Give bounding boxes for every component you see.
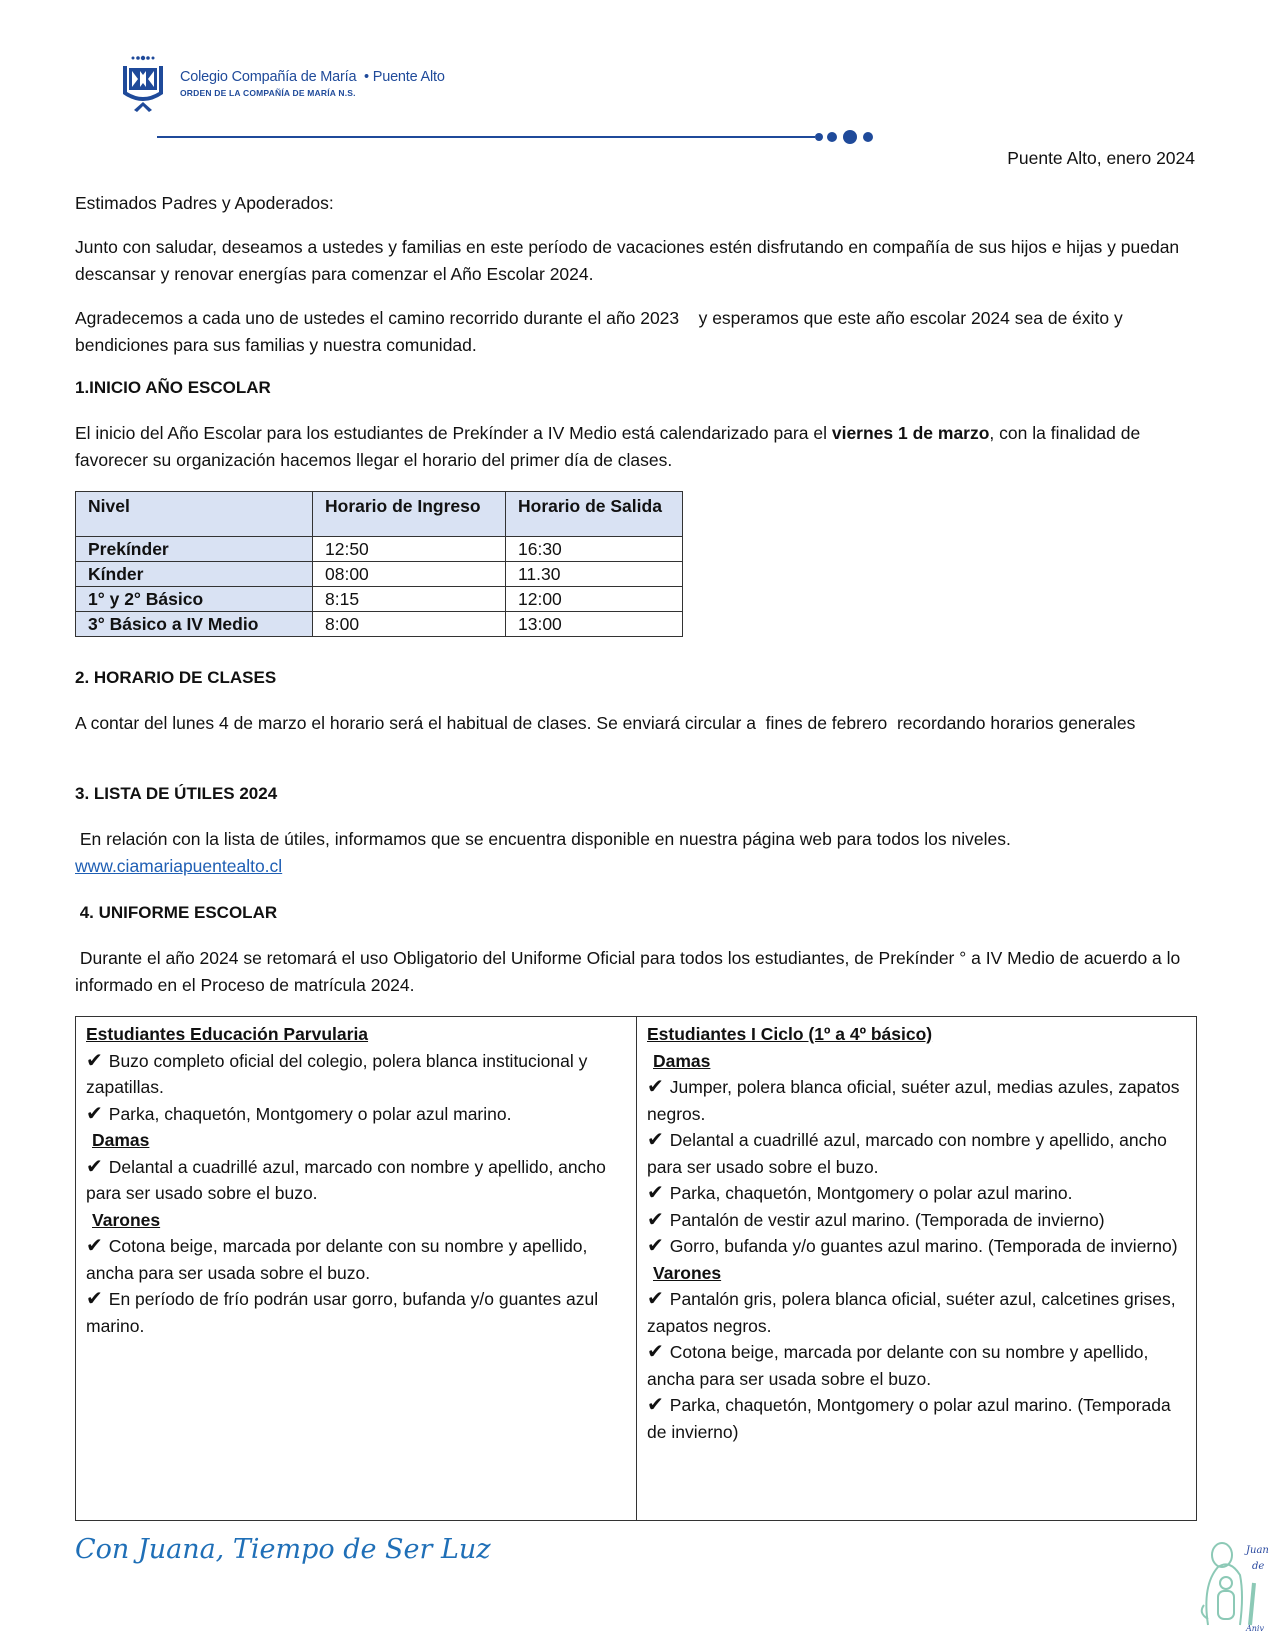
horario-paragraph: A contar del lunes 4 de marzo el horario será el habitual de clases. Se enviará circular a fines de febrero recordando horarios generales [75, 713, 1136, 733]
uniform-item [86, 1048, 626, 1101]
check-icon: ✔ [647, 1076, 664, 1098]
section-heading-inicio: 1.INICIO AÑO ESCOLAR [75, 378, 271, 397]
school-name: Colegio Compañía de María [180, 69, 357, 85]
level-cell: 1° y 2° Básico [76, 587, 313, 612]
section-heading-uniforme: 4. UNIFORME ESCOLAR [75, 903, 278, 922]
check-icon: ✔ [647, 1129, 664, 1151]
check-icon: ✔ [647, 1208, 664, 1231]
check-icon: ✔ [647, 1182, 664, 1204]
rule-dot [863, 132, 873, 142]
anniversary-logo [1200, 1535, 1275, 1635]
greeting: Estimados Padres y Apoderados: [75, 193, 334, 213]
uniform-item-text: Jumper, polera blanca oficial, suéter azul, medias azules, zapatos negros. [647, 1077, 1180, 1124]
section-heading-utiles: 3. LISTA DE ÚTILES 2024 [75, 784, 278, 803]
uniform-column-parvularia [76, 1017, 637, 1520]
uniform-item [647, 1392, 1186, 1445]
check-icon: ✔ [86, 1235, 103, 1257]
check-icon: ✔ [86, 1102, 103, 1125]
inicio-text: El inicio del Año Escolar para los estudiantes de Prekínder a IV Medio está calendarizado para el [75, 423, 832, 443]
uniform-item [647, 1339, 1186, 1392]
campus-name: • Puente Alto [364, 69, 445, 85]
level-cell: 3° Básico a IV Medio [76, 612, 313, 637]
uniform-item [647, 1074, 1186, 1127]
school-website-link[interactable]: www.ciamariapuentealto.cl [75, 856, 283, 876]
uniform-item-text: Gorro, bufanda y/o guantes azul marino. (Temporada de invierno) [669, 1236, 1178, 1256]
exit-time-cell: 12:00 [506, 587, 683, 612]
header-rule [157, 130, 892, 144]
corner-logo-text: Aniv [1246, 1624, 1265, 1633]
uniform-item-text: Parka, chaquetón, Montgomery o polar azul marino. (Temporada de invierno) [647, 1395, 1171, 1442]
rule-dot [843, 130, 857, 144]
uniform-item [647, 1286, 1186, 1339]
inicio-paragraph [75, 420, 1205, 474]
uniform-item [86, 1101, 626, 1128]
corner-logo-text: Juan [1246, 1545, 1269, 1556]
level-cell: Prekínder [76, 537, 313, 562]
uniform-column-primer-ciclo [637, 1017, 1196, 1520]
check-icon: ✔ [647, 1288, 664, 1310]
uniform-item-text: En período de frío podrán usar gorro, bufanda y/o guantes azul marino. [86, 1289, 599, 1336]
uniform-item-text: Pantalón gris, polera blanca oficial, suéter azul, calcetines grises, zapatos negros. [647, 1289, 1176, 1336]
subgroup-label: Varones [92, 1209, 161, 1230]
exit-time-cell: 16:30 [506, 537, 683, 562]
check-icon: ✔ [647, 1394, 664, 1416]
column-title: Estudiantes I Ciclo (1º a 4º básico) [647, 1024, 933, 1044]
section-heading-horario: 2. HORARIO DE CLASES [75, 668, 277, 687]
column-header-ingreso: Horario de Ingreso [313, 492, 506, 537]
exit-time-cell: 11.30 [506, 562, 683, 587]
uniform-item-text: Delantal a cuadrillé azul, marcado con nombre y apellido, ancho para ser usado sobre el buzo. [86, 1156, 606, 1203]
entry-time-cell: 8:15 [313, 587, 506, 612]
column-header-nivel: Nivel [76, 492, 313, 537]
uniform-item-text: Pantalón de vestir azul marino. (Temporada de invierno) [669, 1209, 1105, 1230]
check-icon: ✔ [86, 1288, 103, 1310]
start-date: viernes 1 de marzo [831, 423, 990, 443]
uniform-item-text: Cotona beige, marcada por delante con su nombre y apellido, ancha para ser usada sobre el buzo. [86, 1236, 588, 1283]
intro-paragraph: Junto con saludar, deseamos a ustedes y familias en este período de vacaciones estén disfrutando en compañía de sus hijos e hijas y puedan descansar y renovar energías para comenzar el Año Escolar 2024. [75, 237, 1180, 284]
rule-dot [815, 133, 823, 141]
subgroup-label: Damas [92, 1130, 150, 1150]
check-icon: ✔ [647, 1235, 664, 1257]
rule-dot [827, 132, 837, 142]
school-crest-icon [118, 54, 168, 114]
uniform-item-text: Cotona beige, marcada por delante con su nombre y apellido, ancha para ser usada sobre el buzo. [647, 1342, 1149, 1389]
uniform-item [86, 1286, 626, 1339]
check-icon: ✔ [647, 1341, 664, 1363]
uniforme-paragraph: Durante el año 2024 se retomará el uso Obligatorio del Uniforme Oficial para todos los estudiantes, de Prekínder ° a IV Medio de acuerdo a lo informado en el Proceso de matrícula 2024. [75, 948, 1186, 995]
uniform-item [647, 1233, 1186, 1260]
entry-time-cell: 8:00 [313, 612, 506, 637]
check-icon: ✔ [86, 1155, 103, 1178]
corner-logo-text: de [1252, 1561, 1265, 1572]
table-row [76, 612, 683, 637]
utiles-paragraph [75, 826, 1205, 880]
table-row [76, 537, 683, 562]
uniform-table [75, 1016, 1197, 1521]
letter-date: Puente Alto, enero 2024 [1007, 148, 1195, 168]
uniform-item-text: Buzo completo oficial del colegio, polera blanca institucional y zapatillas. [86, 1050, 588, 1097]
uniform-item-text: Parka, chaquetón, Montgomery o polar azul marino. [669, 1183, 1073, 1203]
uniform-item [86, 1233, 626, 1286]
level-cell: Kínder [76, 562, 313, 587]
utiles-text: En relación con la lista de útiles, informamos que se encuentra disponible en nuestra página web para todos los niveles. [75, 829, 1011, 849]
schedule-table [75, 491, 683, 637]
check-icon: ✔ [86, 1049, 103, 1072]
uniform-item-text: Delantal a cuadrillé azul, marcado con nombre y apellido, ancho para ser usado sobre el buzo. [647, 1130, 1167, 1177]
order-name: ORDEN DE LA COMPAÑÍA DE MARÍA N.S. [180, 88, 356, 98]
exit-time-cell: 13:00 [506, 612, 683, 637]
uniform-item-text: Parka, chaquetón, Montgomery o polar azul marino. [108, 1103, 512, 1124]
column-header-salida: Horario de Salida [506, 492, 683, 537]
uniform-item [647, 1127, 1186, 1180]
uniform-item [647, 1180, 1186, 1207]
footer-motto: Con Juana, Tiempo de Ser Luz [75, 1534, 491, 1565]
entry-time-cell: 08:00 [313, 562, 506, 587]
uniform-item [86, 1154, 626, 1207]
school-logo [118, 54, 448, 114]
schedule-header-row [76, 492, 683, 537]
inicio-text-end: , con la finalidad de favorecer su organización hacemos llegar el horario del primer día de clases. [75, 423, 1141, 470]
subgroup-label: Damas [653, 1050, 711, 1071]
uniform-item [647, 1207, 1186, 1234]
subgroup-label: Varones [653, 1262, 722, 1283]
thanks-paragraph: Agradecemos a cada uno de ustedes el camino recorrido durante el año 2023 y esperamos que este año escolar 2024 sea de éxito y bendiciones para sus familias y nuestra comunidad. [75, 308, 1128, 355]
entry-time-cell: 12:50 [313, 537, 506, 562]
column-title: Estudiantes Educación Parvularia [86, 1024, 369, 1044]
table-row [76, 587, 683, 612]
table-row [76, 562, 683, 587]
